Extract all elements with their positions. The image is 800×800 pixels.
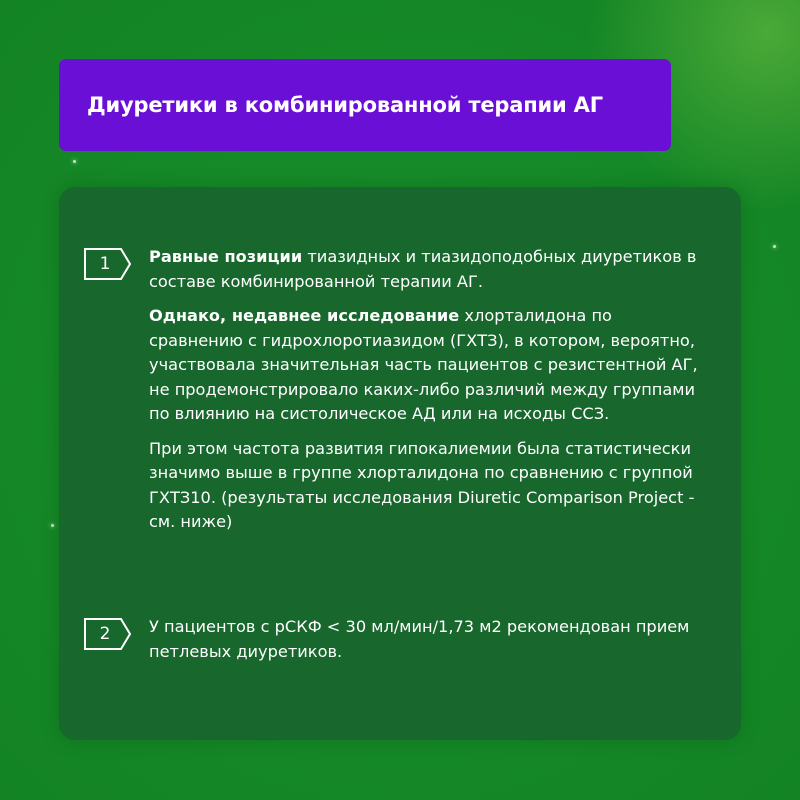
item-text xyxy=(149,245,709,545)
decorative-dot xyxy=(73,160,76,163)
content-card xyxy=(59,187,741,740)
number-badge xyxy=(83,247,133,281)
title-banner xyxy=(59,59,671,151)
paragraph xyxy=(149,615,709,664)
item-text xyxy=(149,615,709,674)
badge-number: 1 xyxy=(99,254,111,274)
paragraph-text: хлорталидона по сравнению с гидрохлоротиазидом (ГХТЗ), в котором, вероятно, участвовала значительная часть пациентов с резистентной АГ, не продемонстрировало каких-либо различий между группами по влиянию на систолическое АД или на исходы ССЗ. xyxy=(149,306,698,423)
bold-lead: Однако, недавнее исследование xyxy=(149,306,460,325)
paragraph xyxy=(149,245,709,294)
badge-number: 2 xyxy=(99,624,111,644)
paragraph-text: тиазидных и тиазидоподобных диуретиков в составе комбинированной терапии АГ. xyxy=(149,247,697,291)
bold-lead: Равные позиции xyxy=(149,247,303,266)
page-title: Диуретики в комбинированной терапии АГ xyxy=(87,93,603,117)
paragraph xyxy=(149,304,709,427)
decorative-dot xyxy=(51,524,54,527)
decorative-dot xyxy=(773,245,776,248)
paragraph-text: При этом частота развития гипокалиемии была статистически значимо выше в группе хлорталидона по сравнению с группой ГХТЗ10. (результаты исследования Diuretic Comparison Project - см. ниже) xyxy=(149,438,695,531)
number-badge xyxy=(83,617,133,651)
paragraph xyxy=(149,437,709,535)
paragraph-text: У пациентов с рСКФ < 30 мл/мин/1,73 м2 рекомендован прием петлевых диуретиков. xyxy=(149,617,690,661)
